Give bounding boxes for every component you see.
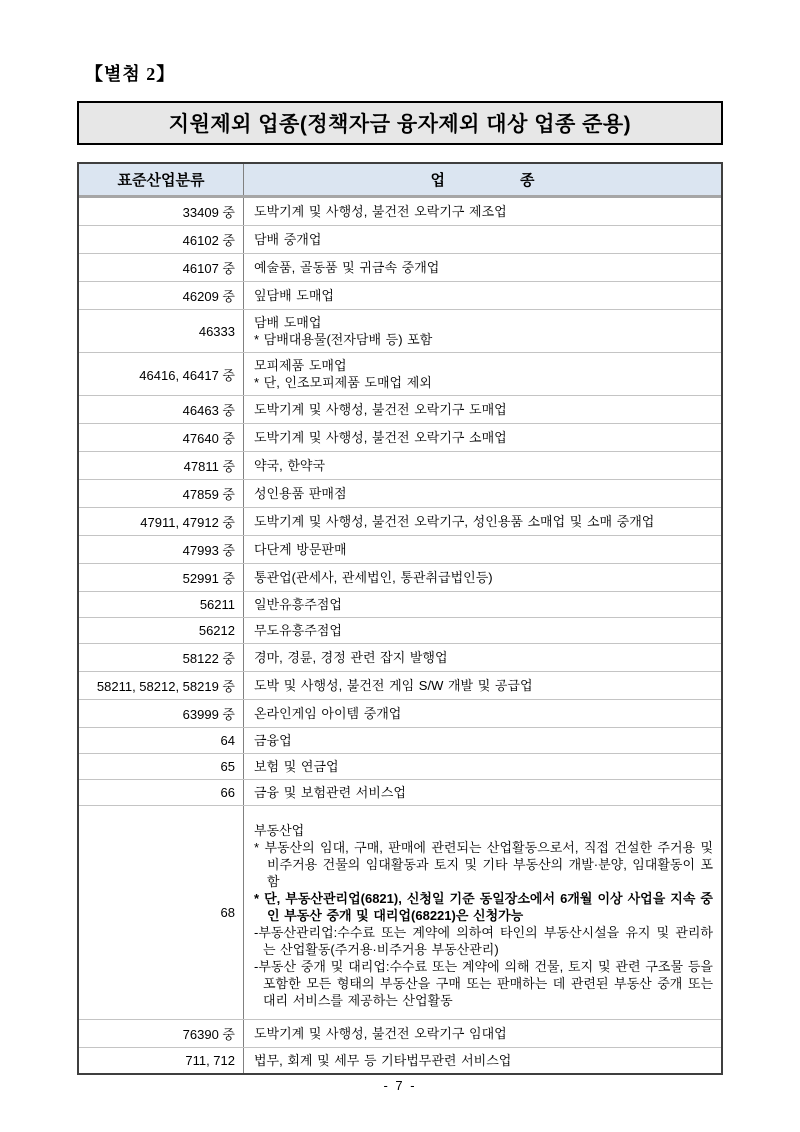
industry-code-cell: 58211, 58212, 58219 중 <box>79 672 244 699</box>
industry-name-cell <box>244 353 721 395</box>
industry-line: 무도유흥주점업 <box>254 623 342 638</box>
industry-line: 부동산업 <box>254 823 305 838</box>
industry-line: -부동산 중개 및 대리업:수수료 또는 계약에 의해 건물, 토지 및 관련 구조물 등을 포함한 모든 형태의 부동산을 구매 또는 판매하는 데 관련된 부동산 중개 또는 대리 서비스를 제공하는 산업활동 <box>254 959 713 1008</box>
table-row <box>79 699 721 727</box>
industry-code-cell: 47859 중 <box>79 480 244 507</box>
industry-table <box>77 162 723 1075</box>
table-row <box>79 198 721 225</box>
industry-name-cell <box>244 480 721 507</box>
industry-line: 경마, 경륜, 경정 관련 잡지 발행업 <box>254 650 448 665</box>
industry-name-cell <box>244 452 721 479</box>
industry-code-cell: 68 <box>79 806 244 1019</box>
industry-code-cell: 46416, 46417 중 <box>79 353 244 395</box>
industry-line: * 담배대용물(전자담배 등) 포함 <box>254 332 433 347</box>
table-row <box>79 563 721 591</box>
table-row <box>79 451 721 479</box>
industry-code-cell: 46209 중 <box>79 282 244 309</box>
industry-line: 통관업(관세사, 관세법인, 통관취급법인등) <box>254 570 493 585</box>
industry-line: * 단, 인조모피제품 도매업 제외 <box>254 375 432 390</box>
industry-code-cell: 52991 중 <box>79 564 244 591</box>
table-row <box>79 805 721 1019</box>
table-row <box>79 535 721 563</box>
industry-line: 법무, 회계 및 세무 등 기타법무관련 서비스업 <box>254 1053 512 1068</box>
industry-line: 도박기계 및 사행성, 불건전 오락기구 소매업 <box>254 430 507 445</box>
industry-name-cell <box>244 282 721 309</box>
industry-line: 도박 및 사행성, 불건전 게임 S/W 개발 및 공급업 <box>254 678 533 693</box>
industry-line: 도박기계 및 사행성, 불건전 오락기구 도매업 <box>254 402 507 417</box>
industry-name-cell <box>244 806 721 1019</box>
attachment-label: 【별첨 2】 <box>85 64 176 84</box>
industry-line: 일반유흥주점업 <box>254 597 342 612</box>
industry-code-cell: 47811 중 <box>79 452 244 479</box>
industry-name-cell <box>244 592 721 617</box>
industry-code-cell: 33409 중 <box>79 198 244 225</box>
industry-line: 금융 및 보험관련 서비스업 <box>254 785 406 800</box>
table-row <box>79 591 721 617</box>
table-row <box>79 423 721 451</box>
industry-name-cell <box>244 508 721 535</box>
industry-name-cell <box>244 644 721 671</box>
industry-name-cell <box>244 254 721 281</box>
industry-code-cell: 711, 712 <box>79 1048 244 1073</box>
industry-line: 도박기계 및 사행성, 불건전 오락기구 제조업 <box>254 204 507 219</box>
industry-name-cell <box>244 1048 721 1073</box>
industry-name-cell <box>244 310 721 352</box>
document-title-box <box>77 101 723 145</box>
industry-name-cell <box>244 700 721 727</box>
industry-line: 담배 도매업 <box>254 315 322 330</box>
industry-code-cell: 46463 중 <box>79 396 244 423</box>
industry-line: 약국, 한약국 <box>254 458 326 473</box>
industry-name-cell <box>244 424 721 451</box>
industry-name-cell <box>244 618 721 643</box>
table-row <box>79 1047 721 1073</box>
industry-name-cell <box>244 754 721 779</box>
table-row <box>79 671 721 699</box>
table-row <box>79 643 721 671</box>
industry-code-cell: 64 <box>79 728 244 753</box>
industry-name-cell <box>244 536 721 563</box>
table-row <box>79 753 721 779</box>
industry-name-cell <box>244 672 721 699</box>
industry-code-cell: 47640 중 <box>79 424 244 451</box>
industry-line: 다단계 방문판매 <box>254 542 347 557</box>
industry-line: 예술품, 골동품 및 귀금속 중개업 <box>254 260 440 275</box>
industry-line: 온라인게임 아이템 중개업 <box>254 706 402 721</box>
industry-name-cell <box>244 226 721 253</box>
industry-code-cell: 56212 <box>79 618 244 643</box>
industry-line: 보험 및 연금업 <box>254 759 339 774</box>
industry-name-cell <box>244 396 721 423</box>
table-header-row <box>79 164 721 198</box>
industry-code-cell: 65 <box>79 754 244 779</box>
industry-code-cell: 58122 중 <box>79 644 244 671</box>
industry-name-cell <box>244 198 721 225</box>
industry-code-cell: 46333 <box>79 310 244 352</box>
table-body <box>79 198 721 1073</box>
table-row <box>79 309 721 352</box>
industry-line: 모피제품 도매업 <box>254 358 347 373</box>
table-row <box>79 617 721 643</box>
table-row <box>79 352 721 395</box>
industry-line: 금융업 <box>254 733 292 748</box>
industry-code-cell: 56211 <box>79 592 244 617</box>
table-row <box>79 779 721 805</box>
document-title: 지원제외 업종(정책자금 융자제외 대상 업종 준용) <box>168 113 632 136</box>
industry-code-cell: 66 <box>79 780 244 805</box>
table-row <box>79 1019 721 1047</box>
industry-line: * 단, 부동산관리업(6821), 신청일 기준 동일장소에서 6개월 이상 사업을 지속 중인 부동산 중개 및 대리업(68221)은 신청가능 <box>254 891 713 923</box>
header-classification: 표준산업분류 <box>79 164 244 195</box>
table-row <box>79 225 721 253</box>
industry-code-cell: 46107 중 <box>79 254 244 281</box>
table-row <box>79 253 721 281</box>
industry-name-cell <box>244 728 721 753</box>
page-number: - 7 - <box>383 1078 417 1093</box>
industry-code-cell: 46102 중 <box>79 226 244 253</box>
industry-code-cell: 47993 중 <box>79 536 244 563</box>
table-row <box>79 507 721 535</box>
header-industry: 업 종 <box>430 172 535 189</box>
table-row <box>79 281 721 309</box>
industry-line: 담배 중개업 <box>254 232 322 247</box>
industry-line: * 부동산의 임대, 구매, 판매에 관련되는 산업활동으로서, 직접 건설한 주거용 및 비주거용 건물의 임대활동과 토지 및 기타 부동산의 개발·분양, 임대활동이 포함 <box>254 840 713 889</box>
industry-line: 도박기계 및 사행성, 불건전 오락기구 임대업 <box>254 1026 507 1041</box>
industry-code-cell: 76390 중 <box>79 1020 244 1047</box>
industry-code-cell: 63999 중 <box>79 700 244 727</box>
table-row <box>79 479 721 507</box>
industry-line: -부동산관리업:수수료 또는 계약에 의하여 타인의 부동산시설을 유지 및 관리하는 산업활동(주거용·비주거용 부동산관리) <box>254 925 713 957</box>
industry-name-cell <box>244 1020 721 1047</box>
industry-line: 잎담배 도매업 <box>254 288 334 303</box>
table-row <box>79 395 721 423</box>
table-row <box>79 727 721 753</box>
industry-code-cell: 47911, 47912 중 <box>79 508 244 535</box>
industry-line: 성인용품 판매점 <box>254 486 347 501</box>
industry-line: 도박기계 및 사행성, 불건전 오락기구, 성인용품 소매업 및 소매 중개업 <box>254 514 655 529</box>
document-content <box>77 0 723 1075</box>
industry-name-cell <box>244 780 721 805</box>
industry-name-cell <box>244 564 721 591</box>
